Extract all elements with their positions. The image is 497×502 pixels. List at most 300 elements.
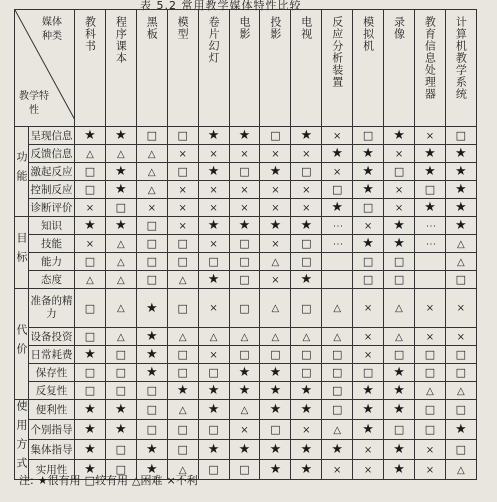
rating-cell	[445, 460, 476, 480]
rating-star-icon: ★	[238, 218, 251, 233]
rating-cell	[260, 460, 291, 480]
rating-sq-icon: □	[362, 129, 374, 142]
rating-tri-icon: △	[117, 303, 125, 314]
table-row	[15, 199, 477, 217]
rating-cell	[136, 364, 167, 382]
rating-tri-icon: △	[271, 256, 280, 268]
column-header	[75, 10, 106, 127]
rating-dots-icon: ⋮	[332, 220, 344, 230]
rating-sq-icon: □	[208, 366, 219, 379]
rating-cell	[384, 382, 415, 400]
rating-cell	[75, 217, 106, 235]
rating-star-icon: ★	[145, 347, 158, 362]
column-header	[105, 10, 136, 127]
rating-x-icon: ×	[178, 148, 187, 160]
page-title: 表 5.2 常用教学媒体特性比较	[140, 0, 302, 12]
legend-item	[132, 474, 162, 487]
rating-x-icon: ×	[333, 464, 342, 476]
rating-sq-icon: □	[208, 255, 219, 268]
rating-cell	[260, 271, 291, 289]
rating-cell	[414, 382, 445, 400]
rating-cell	[414, 328, 445, 346]
rating-cell	[414, 163, 445, 181]
rating-cell	[291, 253, 322, 271]
rating-cell	[353, 328, 384, 346]
rating-cell	[198, 253, 229, 271]
rating-cell	[229, 328, 260, 346]
rating-cell	[229, 127, 260, 145]
rating-sq-icon: □	[146, 273, 157, 286]
rating-cell	[260, 127, 291, 145]
rating-cell	[291, 235, 322, 253]
table-row	[15, 420, 477, 440]
table-row	[15, 364, 477, 382]
rating-cell	[414, 420, 445, 440]
rating-cell	[414, 460, 445, 480]
rating-sq-icon: □	[393, 423, 405, 436]
rating-cell	[136, 235, 167, 253]
column-header	[167, 10, 198, 127]
rating-tri-icon: △	[178, 274, 187, 286]
rating-cell	[353, 346, 384, 364]
rating-cell	[384, 253, 415, 271]
rating-x-icon: ×	[271, 238, 280, 250]
legend-text: 不利	[175, 474, 198, 487]
legend-symbol-icon: ★	[37, 474, 48, 487]
rating-cell	[260, 346, 291, 364]
rating-dots-icon: ⋮	[424, 238, 436, 248]
rating-star-icon: ★	[362, 182, 374, 197]
rating-cell	[229, 271, 260, 289]
rating-sq-icon: □	[332, 183, 343, 196]
rating-star-icon: ★	[145, 442, 158, 457]
rating-star-icon: ★	[455, 164, 467, 179]
rating-cell	[445, 127, 476, 145]
legend-text: 很有用	[47, 474, 81, 487]
rating-cell	[445, 235, 476, 253]
rating-x-icon: ×	[333, 130, 342, 142]
rating-cell	[291, 400, 322, 420]
rating-x-icon: ×	[425, 464, 435, 476]
table-header-row	[15, 10, 477, 127]
column-header	[291, 10, 322, 127]
rating-cell	[291, 420, 322, 440]
table-row	[15, 271, 477, 289]
rating-star-icon: ★	[176, 383, 189, 398]
rating-cell	[167, 181, 198, 199]
rating-cell	[353, 181, 384, 199]
rating-sq-icon: □	[177, 443, 188, 456]
row-label: 设备投资	[29, 328, 75, 346]
rating-tri-icon: △	[456, 385, 465, 397]
rating-cell	[229, 235, 260, 253]
column-header-label: 教育信息处理器	[423, 16, 437, 100]
rating-star-icon: ★	[393, 236, 405, 251]
rating-star-icon: ★	[300, 383, 313, 398]
rating-cell	[322, 163, 353, 181]
rating-tri-icon: △	[456, 238, 465, 250]
corner-cell	[15, 10, 75, 127]
rating-cell	[414, 235, 445, 253]
rating-cell	[105, 382, 136, 400]
row-label: 保存性	[29, 364, 75, 382]
rating-cell	[75, 382, 106, 400]
rating-tri-icon: △	[333, 424, 342, 436]
rating-cell	[167, 346, 198, 364]
rating-cell	[167, 163, 198, 181]
rating-x-icon: ×	[178, 202, 187, 214]
rating-cell	[445, 328, 476, 346]
rating-tri-icon: △	[178, 404, 187, 416]
rating-star-icon: ★	[269, 164, 282, 179]
rating-tri-icon: △	[117, 148, 125, 160]
rating-sq-icon: □	[332, 384, 343, 397]
row-label: 态度	[29, 271, 75, 289]
rating-cell	[353, 127, 384, 145]
rating-cell	[136, 253, 167, 271]
rating-cell	[198, 181, 229, 199]
rating-star-icon: ★	[393, 462, 405, 477]
rating-star-icon: ★	[300, 272, 313, 287]
rating-cell	[353, 217, 384, 235]
rating-cell	[198, 145, 229, 163]
rating-x-icon: ×	[425, 130, 435, 142]
rating-sq-icon: □	[146, 129, 157, 142]
rating-cell	[291, 163, 322, 181]
rating-cell	[445, 199, 476, 217]
rating-tri-icon: △	[302, 331, 311, 343]
rating-cell	[136, 400, 167, 420]
rating-x-icon: ×	[302, 424, 311, 436]
rating-cell	[229, 382, 260, 400]
rating-x-icon: ×	[209, 148, 218, 160]
rating-star-icon: ★	[331, 442, 344, 457]
rating-cell	[105, 271, 136, 289]
rating-cell	[353, 364, 384, 382]
rating-tri-icon: △	[333, 331, 342, 343]
rating-sq-icon: □	[362, 255, 374, 268]
rating-cell	[414, 181, 445, 199]
corner-bottom-label: 教学特性	[19, 91, 49, 116]
rating-sq-icon: □	[84, 165, 96, 178]
rating-sq-icon: □	[84, 366, 96, 379]
rating-cell	[384, 420, 415, 440]
rating-sq-icon: □	[424, 423, 436, 436]
legend-symbol-icon: △	[132, 474, 141, 487]
rating-cell	[167, 364, 198, 382]
rating-tri-icon: △	[147, 166, 156, 178]
rating-cell	[384, 127, 415, 145]
rating-star-icon: ★	[84, 422, 96, 437]
rating-cell	[229, 440, 260, 460]
rating-star-icon: ★	[145, 329, 158, 344]
group-label	[15, 400, 29, 480]
rating-cell	[260, 420, 291, 440]
rating-cell	[414, 253, 445, 271]
rating-cell	[167, 400, 198, 420]
rating-cell	[167, 289, 198, 328]
rating-cell	[384, 460, 415, 480]
rating-x-icon: ×	[363, 444, 373, 456]
rating-star-icon: ★	[362, 146, 374, 161]
legend-symbol-icon: ×	[166, 474, 176, 487]
rating-cell	[229, 346, 260, 364]
rating-cell	[353, 420, 384, 440]
column-header-label: 黑板	[145, 16, 159, 40]
rating-cell	[414, 289, 445, 328]
row-label: 激起反应	[29, 163, 75, 181]
rating-cell	[414, 127, 445, 145]
rating-x-icon: ×	[425, 444, 435, 456]
rating-star-icon: ★	[84, 442, 96, 457]
rating-cell	[198, 346, 229, 364]
rating-cell	[445, 217, 476, 235]
rating-star-icon: ★	[300, 128, 313, 143]
rating-x-icon: ×	[456, 303, 466, 314]
rating-cell	[322, 440, 353, 460]
rating-sq-icon: □	[84, 301, 96, 315]
rating-star-icon: ★	[238, 128, 251, 143]
rating-star-icon: ★	[455, 422, 467, 437]
rating-cell	[384, 199, 415, 217]
rating-sq-icon: □	[115, 384, 127, 397]
rating-sq-icon: □	[455, 366, 467, 379]
rating-cell	[384, 163, 415, 181]
rating-tri-icon: △	[147, 148, 156, 160]
rating-cell	[445, 400, 476, 420]
rating-cell	[136, 199, 167, 217]
legend-text: 较有用	[95, 474, 128, 487]
rating-tri-icon: △	[333, 303, 342, 314]
rating-star-icon: ★	[300, 462, 313, 477]
rating-sq-icon: □	[239, 255, 250, 268]
rating-x-icon: ×	[271, 274, 280, 286]
rating-cell	[75, 440, 106, 460]
rating-cell	[445, 382, 476, 400]
rating-cell	[291, 346, 322, 364]
rating-cell	[167, 382, 198, 400]
rating-star-icon: ★	[207, 272, 220, 287]
rating-star-icon: ★	[269, 402, 282, 417]
rating-cell	[260, 328, 291, 346]
rating-cell	[291, 364, 322, 382]
rating-sq-icon: □	[239, 301, 250, 315]
rating-cell	[260, 364, 291, 382]
table-row	[15, 346, 477, 364]
rating-cell	[291, 382, 322, 400]
rating-cell	[229, 163, 260, 181]
rating-cell	[384, 400, 415, 420]
rating-cell	[75, 400, 106, 420]
rating-cell	[198, 235, 229, 253]
rating-star-icon: ★	[84, 462, 96, 477]
rating-cell	[414, 217, 445, 235]
rating-cell	[291, 460, 322, 480]
rating-x-icon: ×	[209, 184, 218, 196]
rating-cell	[322, 145, 353, 163]
legend-item	[38, 474, 81, 487]
rating-star-icon: ★	[115, 182, 127, 197]
rating-star-icon: ★	[84, 347, 96, 362]
rating-cell	[291, 181, 322, 199]
rating-sq-icon: □	[393, 165, 405, 178]
rating-star-icon: ★	[424, 146, 436, 161]
rating-cell	[136, 346, 167, 364]
rating-sq-icon: □	[177, 165, 188, 178]
rating-x-icon: ×	[425, 331, 435, 343]
rating-cell	[322, 181, 353, 199]
rating-star-icon: ★	[300, 402, 313, 417]
rating-star-icon: ★	[84, 128, 96, 143]
rating-x-icon: ×	[209, 238, 218, 250]
rating-star-icon: ★	[115, 164, 127, 179]
rating-cell	[353, 382, 384, 400]
rating-cell	[136, 420, 167, 440]
rating-cell	[384, 217, 415, 235]
rating-cell	[105, 217, 136, 235]
rating-x-icon: ×	[271, 148, 280, 160]
rating-cell	[353, 163, 384, 181]
rating-cell	[291, 328, 322, 346]
column-header-label: 计算机教学系统	[454, 16, 468, 100]
rating-cell	[198, 440, 229, 460]
rating-star-icon: ★	[455, 200, 467, 215]
rating-cell	[198, 382, 229, 400]
rating-cell	[322, 127, 353, 145]
rating-star-icon: ★	[115, 422, 127, 437]
rating-cell	[353, 400, 384, 420]
rating-cell	[445, 289, 476, 328]
rating-sq-icon: □	[84, 183, 96, 196]
group-label	[15, 127, 29, 217]
rating-cell	[445, 420, 476, 440]
rating-cell	[167, 420, 198, 440]
rating-cell	[75, 253, 106, 271]
rating-tri-icon: △	[178, 331, 187, 343]
rating-cell	[75, 127, 106, 145]
rating-x-icon: ×	[240, 184, 249, 196]
rating-cell	[75, 346, 106, 364]
rating-star-icon: ★	[393, 383, 405, 398]
rating-sq-icon: □	[270, 348, 281, 361]
rating-star-icon: ★	[207, 442, 220, 457]
rating-cell	[105, 289, 136, 328]
legend-prefix: 注:	[19, 474, 34, 487]
rating-cell	[105, 420, 136, 440]
rating-cell	[167, 440, 198, 460]
rating-cell	[322, 364, 353, 382]
rating-sq-icon: □	[393, 348, 405, 361]
rating-cell	[322, 400, 353, 420]
rating-cell	[445, 163, 476, 181]
rating-cell	[105, 364, 136, 382]
rating-cell	[229, 400, 260, 420]
rating-sq-icon: □	[424, 403, 436, 416]
rating-cell	[167, 217, 198, 235]
rating-sq-icon: □	[146, 255, 157, 268]
rating-x-icon: ×	[240, 148, 249, 160]
rating-x-icon: ×	[333, 166, 342, 178]
rating-x-icon: ×	[425, 303, 435, 314]
rating-tri-icon: △	[117, 274, 125, 286]
rating-x-icon: ×	[302, 148, 311, 160]
rating-cell	[105, 127, 136, 145]
rating-sq-icon: □	[177, 301, 188, 315]
rating-cell	[198, 127, 229, 145]
rating-star-icon: ★	[145, 462, 158, 477]
rating-cell	[75, 420, 106, 440]
legend	[19, 472, 206, 488]
rating-star-icon: ★	[331, 200, 344, 215]
rating-tri-icon: △	[209, 331, 218, 343]
rating-tri-icon: △	[456, 256, 465, 268]
rating-cell	[167, 253, 198, 271]
rating-cell	[229, 217, 260, 235]
rating-sq-icon: □	[239, 463, 250, 476]
rating-cell	[260, 440, 291, 460]
rating-cell	[414, 346, 445, 364]
rating-star-icon: ★	[362, 402, 374, 417]
rating-sq-icon: □	[115, 348, 127, 361]
rating-star-icon: ★	[362, 164, 374, 179]
rating-cell	[198, 217, 229, 235]
rating-sq-icon: □	[332, 403, 343, 416]
rating-cell	[260, 382, 291, 400]
column-header-label: 反应分析装置	[330, 16, 344, 88]
rating-cell	[198, 163, 229, 181]
table-row	[15, 328, 477, 346]
rating-cell	[105, 235, 136, 253]
rating-cell	[75, 235, 106, 253]
rating-cell	[260, 217, 291, 235]
rating-dots-icon: ⋮	[424, 220, 436, 230]
rating-cell	[322, 289, 353, 328]
rating-sq-icon: □	[177, 255, 188, 268]
rating-cell	[384, 235, 415, 253]
table-row	[15, 289, 477, 328]
rating-cell	[229, 181, 260, 199]
rating-cell	[105, 181, 136, 199]
rating-cell	[353, 271, 384, 289]
rating-cell	[198, 289, 229, 328]
rating-cell	[260, 181, 291, 199]
rating-star-icon: ★	[393, 442, 405, 457]
row-label: 便利性	[29, 400, 75, 420]
rating-star-icon: ★	[115, 402, 127, 417]
rating-cell	[353, 460, 384, 480]
row-label: 日常耗费	[29, 346, 75, 364]
rating-cell	[260, 235, 291, 253]
rating-cell	[414, 145, 445, 163]
row-label: 控制反应	[29, 181, 75, 199]
rating-cell	[384, 346, 415, 364]
column-header	[260, 10, 291, 127]
rating-dots-icon: ⋮	[332, 238, 344, 248]
rating-sq-icon: □	[362, 201, 374, 214]
row-label: 技能	[29, 235, 75, 253]
rating-star-icon: ★	[269, 218, 282, 233]
rating-sq-icon: □	[393, 273, 405, 286]
rating-cell	[136, 289, 167, 328]
rating-cell	[105, 328, 136, 346]
table-row	[15, 181, 477, 199]
rating-cell	[198, 400, 229, 420]
rating-cell	[136, 382, 167, 400]
rating-sq-icon: □	[239, 237, 250, 250]
rating-sq-icon: □	[301, 237, 312, 250]
rating-sq-icon: □	[84, 255, 96, 268]
rating-cell	[167, 235, 198, 253]
